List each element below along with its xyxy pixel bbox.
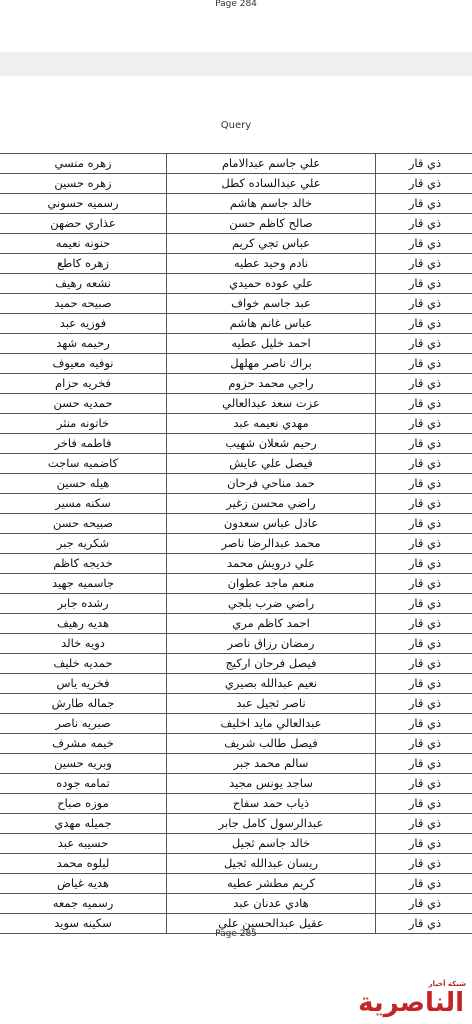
governorate-cell: ذي قار xyxy=(376,514,472,534)
table-row xyxy=(0,374,472,394)
mother-name-cell: صبيحه حميد xyxy=(0,294,167,314)
name-cell: مهدي نعيمه عبد xyxy=(167,414,376,434)
governorate-cell: ذي قار xyxy=(376,834,472,854)
mother-name-cell: حسيبه عبد xyxy=(0,834,167,854)
governorate-cell: ذي قار xyxy=(376,334,472,354)
table-row xyxy=(0,814,472,834)
governorate-cell: ذي قار xyxy=(376,914,472,934)
name-cell: علي درويش محمد xyxy=(167,554,376,574)
table-row xyxy=(0,534,472,554)
name-cell: رمضان رزاق ناصر xyxy=(167,634,376,654)
name-cell: عقيل عبدالحسين علي xyxy=(167,914,376,934)
table-row xyxy=(0,494,472,514)
mother-name-cell: فوزيه عبد xyxy=(0,314,167,334)
name-cell: علي عوده حميدي xyxy=(167,274,376,294)
mother-name-cell: موزه صباح xyxy=(0,794,167,814)
table-row xyxy=(0,354,472,374)
governorate-cell: ذي قار xyxy=(376,614,472,634)
governorate-cell: ذي قار xyxy=(376,554,472,574)
mother-name-cell: زهره منسي xyxy=(0,154,167,174)
page-separator xyxy=(0,52,472,76)
name-cell: احمد كاظم مري xyxy=(167,614,376,634)
governorate-cell: ذي قار xyxy=(376,534,472,554)
name-cell: عزت سعد عبدالعالي xyxy=(167,394,376,414)
table-row xyxy=(0,834,472,854)
name-cell: نعيم عبدالله بصيري xyxy=(167,674,376,694)
table-row xyxy=(0,734,472,754)
name-cell: رحيم شعلان شهيب xyxy=(167,434,376,454)
table-row xyxy=(0,394,472,414)
governorate-cell: ذي قار xyxy=(376,574,472,594)
governorate-cell: ذي قار xyxy=(376,594,472,614)
mother-name-cell: صبيحه حسن xyxy=(0,514,167,534)
governorate-cell: ذي قار xyxy=(376,734,472,754)
table-row xyxy=(0,214,472,234)
governorate-cell: ذي قار xyxy=(376,154,472,174)
governorate-cell: ذي قار xyxy=(376,174,472,194)
mother-name-cell: نوفيه معيوف xyxy=(0,354,167,374)
watermark-logo xyxy=(330,978,470,1022)
name-cell: عبدالرسول كامل جابر xyxy=(167,814,376,834)
mother-name-cell: هيله حسين xyxy=(0,474,167,494)
mother-name-cell: حنونه نعيمه xyxy=(0,234,167,254)
mother-name-cell: هديه رهيف xyxy=(0,614,167,634)
name-cell: براك ناصر مهلهل xyxy=(167,354,376,374)
governorate-cell: ذي قار xyxy=(376,814,472,834)
table-row xyxy=(0,574,472,594)
mother-name-cell: شكريه جبر xyxy=(0,534,167,554)
mother-name-cell: خديجه كاظم xyxy=(0,554,167,574)
table-row xyxy=(0,754,472,774)
mother-name-cell: حمديه خليف xyxy=(0,654,167,674)
name-cell: نادم وحيد عطيه xyxy=(167,254,376,274)
name-cell: فيصل فرحان اركيج xyxy=(167,654,376,674)
name-cell: خالد جاسم ثجيل xyxy=(167,834,376,854)
mother-name-cell: سكينه سويد xyxy=(0,914,167,934)
governorate-cell: ذي قار xyxy=(376,274,472,294)
governorate-cell: ذي قار xyxy=(376,434,472,454)
name-cell: راضي محسن زغير xyxy=(167,494,376,514)
table-row xyxy=(0,254,472,274)
governorate-cell: ذي قار xyxy=(376,234,472,254)
name-cell: سالم محمد جبر xyxy=(167,754,376,774)
table-row xyxy=(0,794,472,814)
name-cell: راضي ضرب بلجي xyxy=(167,594,376,614)
table-row xyxy=(0,274,472,294)
mother-name-cell: رحيمه شهد xyxy=(0,334,167,354)
mother-name-cell: رسميه جمعه xyxy=(0,894,167,914)
governorate-cell: ذي قار xyxy=(376,214,472,234)
table-row xyxy=(0,514,472,534)
name-cell: محمد عبدالرضا ناصر xyxy=(167,534,376,554)
table-row xyxy=(0,474,472,494)
name-cell: علي عبدالساده كطل xyxy=(167,174,376,194)
table-row xyxy=(0,634,472,654)
mother-name-cell: زهره كاطع xyxy=(0,254,167,274)
table-row xyxy=(0,854,472,874)
name-cell: عبدالعالي مايد اخليف xyxy=(167,714,376,734)
table-row xyxy=(0,594,472,614)
governorate-cell: ذي قار xyxy=(376,194,472,214)
governorate-cell: ذي قار xyxy=(376,474,472,494)
mother-name-cell: فخريه حزام xyxy=(0,374,167,394)
name-cell: احمد خليل عطيه xyxy=(167,334,376,354)
table-row xyxy=(0,554,472,574)
mother-name-cell: جميله مهدي xyxy=(0,814,167,834)
table-row xyxy=(0,434,472,454)
name-cell: ذياب حمد سفاح xyxy=(167,794,376,814)
governorate-cell: ذي قار xyxy=(376,314,472,334)
mother-name-cell: وبريه حسين xyxy=(0,754,167,774)
governorate-cell: ذي قار xyxy=(376,894,472,914)
mother-name-cell: دويه خالد xyxy=(0,634,167,654)
table-row xyxy=(0,174,472,194)
table-row xyxy=(0,654,472,674)
watermark-title: الناصرية xyxy=(358,988,464,1018)
governorate-cell: ذي قار xyxy=(376,354,472,374)
mother-name-cell: تمامه جوده xyxy=(0,774,167,794)
mother-name-cell: سكنه مسير xyxy=(0,494,167,514)
governorate-cell: ذي قار xyxy=(376,294,472,314)
table-row xyxy=(0,414,472,434)
governorate-cell: ذي قار xyxy=(376,494,472,514)
mother-name-cell: زهره حسين xyxy=(0,174,167,194)
mother-name-cell: فخريه ياس xyxy=(0,674,167,694)
table-row xyxy=(0,334,472,354)
records-table-body xyxy=(0,154,472,934)
governorate-cell: ذي قار xyxy=(376,774,472,794)
mother-name-cell: جاسميه جهيد xyxy=(0,574,167,594)
governorate-cell: ذي قار xyxy=(376,714,472,734)
mother-name-cell: رشده جابر xyxy=(0,594,167,614)
query-title: Query xyxy=(220,120,252,131)
governorate-cell: ذي قار xyxy=(376,254,472,274)
mother-name-cell: عذاري حضهن xyxy=(0,214,167,234)
mother-name-cell: خيمه مشرف xyxy=(0,734,167,754)
governorate-cell: ذي قار xyxy=(376,374,472,394)
table-row xyxy=(0,874,472,894)
table-row xyxy=(0,674,472,694)
governorate-cell: ذي قار xyxy=(376,394,472,414)
name-cell: ساجد يونس مجيد xyxy=(167,774,376,794)
table-row xyxy=(0,894,472,914)
mother-name-cell: صبريه ناصر xyxy=(0,714,167,734)
name-cell: علي جاسم عبدالامام xyxy=(167,154,376,174)
name-cell: منعم ماجد عطوان xyxy=(167,574,376,594)
governorate-cell: ذي قار xyxy=(376,654,472,674)
mother-name-cell: خاتونه منثر xyxy=(0,414,167,434)
name-cell: عباس غانم هاشم xyxy=(167,314,376,334)
name-cell: حمد مناحي فرحان xyxy=(167,474,376,494)
mother-name-cell: حمديه حسن xyxy=(0,394,167,414)
records-table xyxy=(0,153,472,934)
table-row xyxy=(0,694,472,714)
mother-name-cell: جماله طارش xyxy=(0,694,167,714)
name-cell: خالد جاسم هاشم xyxy=(167,194,376,214)
watermark-subtitle: شبكة أخبار xyxy=(428,980,466,988)
name-cell: عبد جاسم خواف xyxy=(167,294,376,314)
page-number-top: Page 284 xyxy=(215,0,257,9)
name-cell: صالح كاظم حسن xyxy=(167,214,376,234)
table-row xyxy=(0,614,472,634)
governorate-cell: ذي قار xyxy=(376,414,472,434)
table-row xyxy=(0,194,472,214)
table-row xyxy=(0,314,472,334)
governorate-cell: ذي قار xyxy=(376,674,472,694)
name-cell: عادل عباس سعدون xyxy=(167,514,376,534)
mother-name-cell: نشعه رهيف xyxy=(0,274,167,294)
name-cell: ريسان عبدالله ثجيل xyxy=(167,854,376,874)
table-row xyxy=(0,454,472,474)
governorate-cell: ذي قار xyxy=(376,694,472,714)
mother-name-cell: فاطمه فاخر xyxy=(0,434,167,454)
governorate-cell: ذي قار xyxy=(376,454,472,474)
name-cell: فيصل طالب شريف xyxy=(167,734,376,754)
name-cell: عباس تجي كريم xyxy=(167,234,376,254)
governorate-cell: ذي قار xyxy=(376,874,472,894)
governorate-cell: ذي قار xyxy=(376,794,472,814)
table-row xyxy=(0,294,472,314)
name-cell: كريم مطشر عطيه xyxy=(167,874,376,894)
table-row xyxy=(0,234,472,254)
governorate-cell: ذي قار xyxy=(376,634,472,654)
name-cell: هادي عدنان عبد xyxy=(167,894,376,914)
mother-name-cell: كاضميه ساجت xyxy=(0,454,167,474)
mother-name-cell: رسميه حسوني xyxy=(0,194,167,214)
name-cell: ناصر ثجيل عبد xyxy=(167,694,376,714)
name-cell: فيصل علي عايش xyxy=(167,454,376,474)
mother-name-cell: ليلوه محمد xyxy=(0,854,167,874)
table-row xyxy=(0,774,472,794)
name-cell: راجي محمد حزوم xyxy=(167,374,376,394)
table-row xyxy=(0,154,472,174)
governorate-cell: ذي قار xyxy=(376,854,472,874)
table-row xyxy=(0,714,472,734)
governorate-cell: ذي قار xyxy=(376,754,472,774)
page-number-bottom: Page 285 xyxy=(215,929,257,939)
mother-name-cell: هديه غياض xyxy=(0,874,167,894)
